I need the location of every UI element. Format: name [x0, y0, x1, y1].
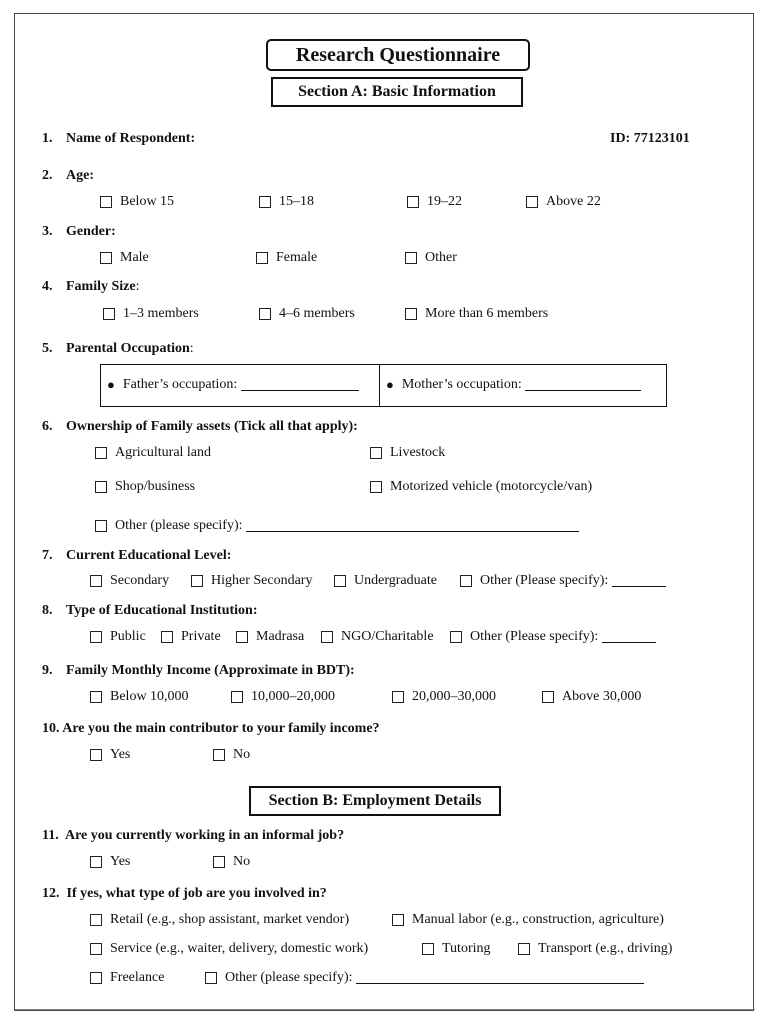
table-divider — [379, 365, 380, 406]
option-asset-shop[interactable]: Shop/business — [95, 479, 195, 495]
option-inst-madrasa[interactable]: Madrasa — [236, 629, 304, 645]
checkbox[interactable] — [334, 575, 346, 587]
option-asset-agri-land[interactable]: Agricultural land — [95, 445, 211, 461]
option-gender-female[interactable]: Female — [256, 250, 317, 266]
mother-occupation-field[interactable]: ● Mother’s occupation: — [386, 377, 641, 393]
option-income-above-30000[interactable]: Above 30,000 — [542, 689, 641, 705]
checkbox[interactable] — [100, 196, 112, 208]
option-inst-private[interactable]: Private — [161, 629, 221, 645]
checkbox[interactable] — [213, 856, 225, 868]
question-9: 9. Family Monthly Income (Approximate in BDT): — [42, 663, 355, 678]
checkbox[interactable] — [405, 308, 417, 320]
option-asset-vehicle[interactable]: Motorized vehicle (motorcycle/van) — [370, 479, 592, 495]
checkbox[interactable] — [518, 943, 530, 955]
father-occupation-blank[interactable] — [241, 379, 359, 391]
checkbox[interactable] — [392, 914, 404, 926]
option-family-more-6[interactable]: More than 6 members — [405, 306, 548, 322]
question-5: 5. Parental Occupation: — [42, 341, 194, 356]
option-family-1-3[interactable]: 1–3 members — [103, 306, 199, 322]
option-age-above-22[interactable]: Above 22 — [526, 194, 601, 210]
checkbox[interactable] — [526, 196, 538, 208]
checkbox[interactable] — [259, 308, 271, 320]
question-8: 8. Type of Educational Institution: — [42, 603, 258, 618]
checkbox[interactable] — [256, 252, 268, 264]
asset-other-blank[interactable] — [246, 520, 579, 532]
section-b-heading: Section B: Employment Details — [249, 786, 501, 816]
checkbox[interactable] — [370, 481, 382, 493]
checkbox[interactable] — [231, 691, 243, 703]
checkbox[interactable] — [370, 447, 382, 459]
option-age-15-18[interactable]: 15–18 — [259, 194, 314, 210]
checkbox[interactable] — [90, 749, 102, 761]
checkbox[interactable] — [90, 691, 102, 703]
checkbox[interactable] — [321, 631, 333, 643]
questionnaire-page — [14, 13, 754, 1011]
job-other-blank[interactable] — [356, 972, 644, 984]
option-job-other[interactable]: Other (please specify): — [205, 970, 644, 986]
checkbox[interactable] — [422, 943, 434, 955]
option-job-transport[interactable]: Transport (e.g., driving) — [518, 941, 672, 957]
checkbox[interactable] — [236, 631, 248, 643]
option-income-below-10000[interactable]: Below 10,000 — [90, 689, 189, 705]
question-6: 6. Ownership of Family assets (Tick all that apply): — [42, 419, 358, 434]
section-a-heading: Section A: Basic Information — [271, 77, 523, 107]
option-informal-no[interactable]: No — [213, 854, 250, 870]
option-age-19-22[interactable]: 19–22 — [407, 194, 462, 210]
option-family-4-6[interactable]: 4–6 members — [259, 306, 355, 322]
option-edu-other[interactable]: Other (Please specify): — [460, 573, 666, 589]
page-bottom-rule — [15, 1009, 755, 1010]
question-2: 2. Age: — [42, 168, 94, 183]
option-age-below-15[interactable]: Below 15 — [100, 194, 174, 210]
checkbox[interactable] — [95, 481, 107, 493]
option-edu-secondary[interactable]: Secondary — [90, 573, 169, 589]
option-job-manual-labor[interactable]: Manual labor (e.g., construction, agriculture) — [392, 912, 664, 928]
page-title: Research Questionnaire — [266, 39, 530, 71]
option-gender-male[interactable]: Male — [100, 250, 149, 266]
checkbox[interactable] — [542, 691, 554, 703]
question-12: 12. If yes, what type of job are you involved in? — [42, 886, 327, 901]
respondent-id: ID: 77123101 — [610, 131, 690, 146]
checkbox[interactable] — [405, 252, 417, 264]
checkbox[interactable] — [95, 520, 107, 532]
checkbox[interactable] — [205, 972, 217, 984]
checkbox[interactable] — [191, 575, 203, 587]
checkbox[interactable] — [90, 631, 102, 643]
checkbox[interactable] — [100, 252, 112, 264]
option-job-tutoring[interactable]: Tutoring — [422, 941, 491, 957]
checkbox[interactable] — [90, 575, 102, 587]
checkbox[interactable] — [95, 447, 107, 459]
question-3: 3. Gender: — [42, 224, 116, 239]
question-7: 7. Current Educational Level: — [42, 548, 232, 563]
checkbox[interactable] — [450, 631, 462, 643]
option-contributor-no[interactable]: No — [213, 747, 250, 763]
question-4: 4. Family Size: — [42, 279, 140, 294]
option-inst-public[interactable]: Public — [90, 629, 146, 645]
checkbox[interactable] — [392, 691, 404, 703]
checkbox[interactable] — [90, 943, 102, 955]
inst-other-blank[interactable] — [602, 631, 656, 643]
option-inst-ngo[interactable]: NGO/Charitable — [321, 629, 434, 645]
option-gender-other[interactable]: Other — [405, 250, 457, 266]
edu-other-blank[interactable] — [612, 575, 666, 587]
checkbox[interactable] — [90, 914, 102, 926]
checkbox[interactable] — [103, 308, 115, 320]
option-job-retail[interactable]: Retail (e.g., shop assistant, market vendor) — [90, 912, 349, 928]
option-job-freelance[interactable]: Freelance — [90, 970, 164, 986]
question-1: 1. Name of Respondent: — [42, 131, 196, 146]
checkbox[interactable] — [161, 631, 173, 643]
option-informal-yes[interactable]: Yes — [90, 854, 130, 870]
option-edu-undergraduate[interactable]: Undergraduate — [334, 573, 437, 589]
checkbox[interactable] — [90, 856, 102, 868]
option-income-20000-30000[interactable]: 20,000–30,000 — [392, 689, 496, 705]
bullet-icon: ● — [386, 377, 394, 392]
question-11: 11. Are you currently working in an informal job? — [42, 828, 345, 843]
parental-occupation-table — [100, 364, 667, 407]
checkbox[interactable] — [213, 749, 225, 761]
checkbox[interactable] — [90, 972, 102, 984]
option-edu-higher-secondary[interactable]: Higher Secondary — [191, 573, 312, 589]
checkbox[interactable] — [407, 196, 419, 208]
checkbox[interactable] — [460, 575, 472, 587]
option-inst-other[interactable]: Other (Please specify): — [450, 629, 656, 645]
mother-occupation-blank[interactable] — [525, 379, 641, 391]
option-income-10000-20000[interactable]: 10,000–20,000 — [231, 689, 335, 705]
question-10: 10. Are you the main contributor to your family income? — [42, 721, 380, 736]
checkbox[interactable] — [259, 196, 271, 208]
option-contributor-yes[interactable]: Yes — [90, 747, 130, 763]
option-asset-livestock[interactable]: Livestock — [370, 445, 445, 461]
option-job-service[interactable]: Service (e.g., waiter, delivery, domestic work) — [90, 941, 368, 957]
bullet-icon: ● — [107, 377, 115, 392]
father-occupation-field[interactable]: ● Father’s occupation: — [107, 377, 359, 393]
option-asset-other[interactable]: Other (please specify): — [95, 518, 579, 534]
